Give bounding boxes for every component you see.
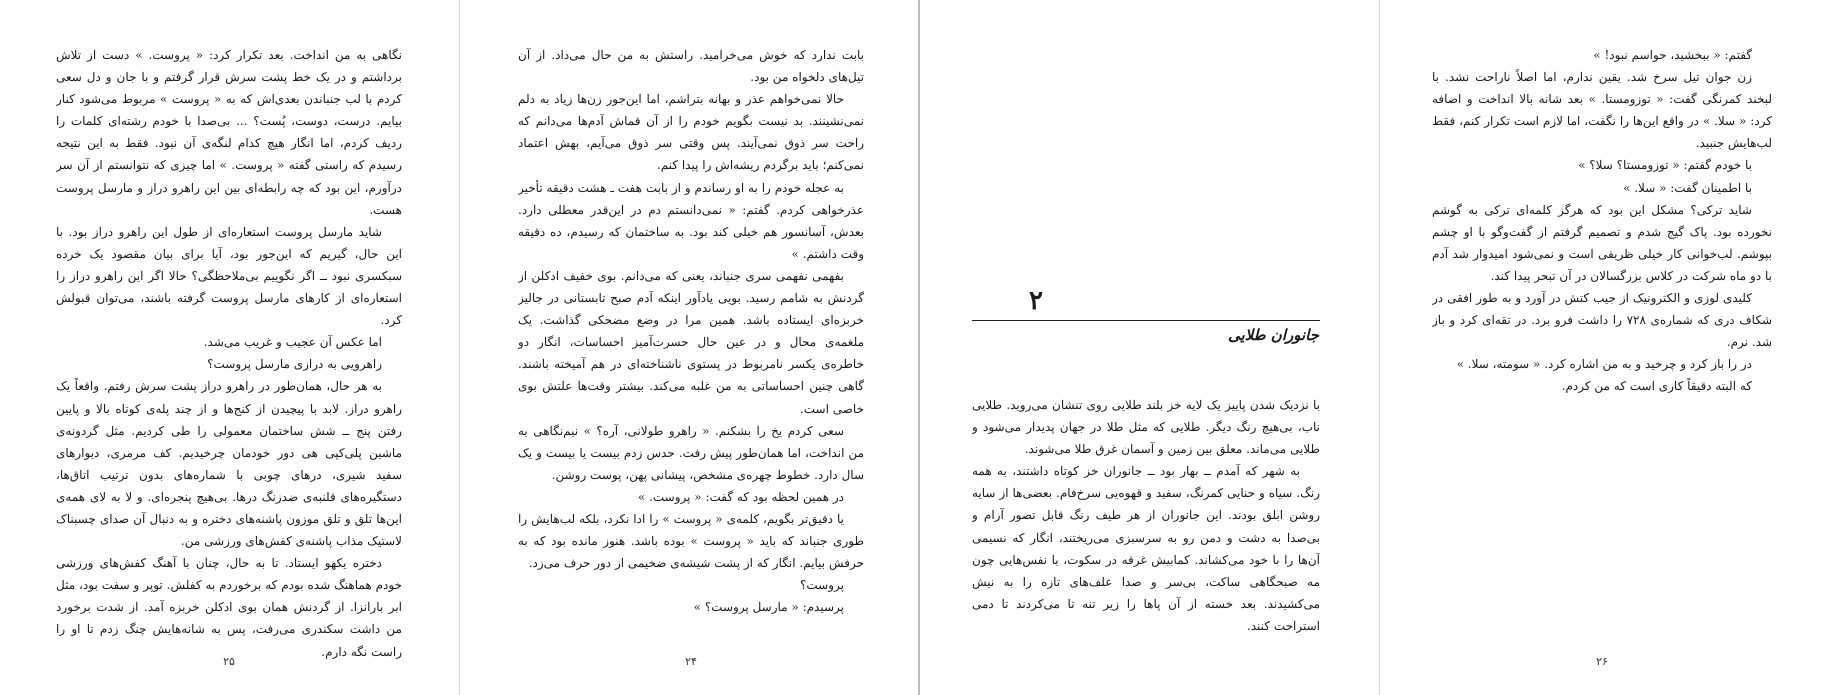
paragraph: پرسیدم: « مارسل پروست؟ » <box>693 600 844 615</box>
page-number: ۲۶ <box>1596 655 1608 668</box>
paragraph: اما عکس آن عجیب و غریب می‌شد. <box>203 335 382 350</box>
paragraph: به شهر که آمدم ــ بهار بود ــ جانوران خز کوتاه داشتند، به همه رنگ. سیاه و حنایی کمرنگ، سفید و قهوه‌یی سرخ‌فام. بعضی‌ها از سایه روشن ابلق بودند. این جانوران از هر طیف رنگ قابل تصور آرام و بی‌صدا به دشت و دمن رو به سرسبزی می‌ریختند، انگار که نسیمی آن‌ها را با خود می‌کشاند. کمابیش غرقه در سکوت، با نفس‌هایی چون مه صبحگاهی ساکت، بی‌سر و صدا علف‌های تازه را به نیش می‌کشیدند. بعد خسته از آن پاها را زیر تنه تا می‌کردند تا دمی استراحت کنند. <box>972 464 1320 633</box>
paragraph: به عجله خودم را به او رساندم و از بابت هفت ـ هشت دقیقه تأخیر عذرخواهی کردم. گفتم: « نمی‌دانستم دم در این‌قدر معطلی دارد. بعدش، آسانسور هم خیلی کند بود. به ساختمان که رسیدم، ده دقیقه وقت داشتم. » <box>518 180 864 261</box>
paragraph: راهرویی به درازی مارسل پروست؟ <box>207 357 382 372</box>
chapter-title: جانوران طلایی <box>1228 326 1319 344</box>
paragraph: با خودم گفتم: « توزومستا؟ سلا؟ » <box>1578 158 1752 173</box>
paragraph: به هر حال، همان‌طور در راهرو دراز پشت سرش رفتم. واقعاً یک راهرو دراز. لابد با پیچیدن از کنج‌ها و از چند پله‌ی کوتاه بالا و پایین رفتن پنج ــ شش ساختمان معمولی را طی کردیم. مثل گردونه‌ی ماشین پلی‌کپی هی دور خودمان چرخیدیم. کف مرمری، دیوارهای سفید شیری، درهای چوبی با شماره‌های بدون ترتیب اتاق‌ها، دستگیره‌های قلنبه‌ی ضدزنگ درها. بی‌هیچ پنجره‌ای. و لا به لای همه‌ی این‌ها تلق و تلق موزون پاشنه‌های دختره و به دنبال آن صدای چسبناک لاستیک مذاب پاشنه‌ی کفش‌های ورزشی من. <box>56 379 402 549</box>
chapter-divider <box>972 320 1320 321</box>
page-text <box>56 44 402 663</box>
chapter-opening-page <box>922 0 1380 695</box>
paragraph: یا دقیق‌تر بگویم، کلمه‌ی « پروست » را ادا نکرد، بلکه لب‌هایش را طوری جنباند که باید « پروست » بوده باشد. هنوز مانده بود که به حرفش بیایم. انگار که از پشت شیشه‌ی ضخیمی از دور حرف می‌زد. <box>518 511 864 571</box>
paragraph: بفهمی نفهمی سری جنباند، یعنی که می‌دانم. بوی خفیف ادکلن از گردنش به شامم رسید. بویی یادآور اینکه آدم صبح تابستانی در جالیز خربزه‌ای ایستاده باشد. همین مرا در وضع مضحکی گذاشت. یک ملغمه‌ی محال و در عین حال حسرت‌آمیز احساسات، انگار دو خاطره‌ی یکسر نامربوط در پستوی ناشناخته‌ای در هم آمیخته باشند. گاهی چنین احساساتی به من غلبه می‌کند. بیشتر وقت‌ها علتش بوی خاصی است. <box>518 268 864 416</box>
page-number: ۲۴ <box>685 655 697 668</box>
paragraph: نگاهی به من انداخت. بعد تکرار کرد: « پروست. » دست از تلاش برداشتم و در یک خط پشت سرش قرار گرفتم و با جان و دل سعی کردم با لب جنباندن بعدی‌اش که به « پروست » مربوط می‌شود کنار بیایم. درست، دوست، پُست؟ ... بی‌صدا با خودم رشته‌ای کلمات را ردیف کردم، اما انگار هیچ کدام لنگه‌ی آن نبود. فقط به این نتیجه رسیدم که راستی گفته « پروست. » اما چیزی که نتوانستم از آن سر درآورم، این بود که چه رابطه‌ای بین این راهرو دراز و مارسل پروست هست. <box>56 48 402 217</box>
page-25 <box>0 0 460 695</box>
paragraph: با نزدیک شدن پاییز یک لایه خز بلند طلایی روی تنشان می‌روید. طلایی ناب، بی‌هیچ رنگ دیگر. طلایی که مثل طلا در جهان پدیدار می‌شود و طلایی می‌ماند. معلق بین زمین و آسمان غرق طلا می‌شوند. <box>972 398 1320 457</box>
paragraph: پروست؟ <box>800 578 844 593</box>
paragraph: کلیدی لوزی و الکترونیک از جیب کتش در آورد و به طور افقی در شکاف دری که شماره‌ی ۷۲۸ را داشت فرو برد. در تقه‌ای کرد و باز شد. نرم. <box>1432 291 1772 350</box>
paragraph: زن جوان تیل سرخ شد. یقین ندارم، اما اصلاً ناراحت نشد. با لبخند کمرنگی گفت: « توزومستا. » بعد شانه بالا انداخت و اضافه کرد: « سلا. » در واقع این‌ها را نگفت، اما لازم است تکرار کنم، فقط لب‌هایش جنبید. <box>1432 70 1772 151</box>
paragraph: در همین لحظه بود که گفت: « پروست. » <box>637 489 844 504</box>
paragraph: شاید مارسل پروست استعاره‌ای از طول این راهرو دراز بود. با این حال، گیریم که این‌جور بود، آیا برای بیان مقصود یک خرده سبکسری نبود ــ اگر نگوییم بی‌ملاحظگی؟ حالا اگر این راهرو دراز را استعاره‌ای از کارهای مارسل پروست گرفته باشند، می‌توان قبولش کرد. <box>56 224 402 328</box>
paragraph: گفتم: « ببخشید، حواسم نبود! » <box>1593 48 1752 62</box>
page-24 <box>460 0 920 695</box>
page-text <box>1432 44 1772 398</box>
paragraph: بابت ندارد که خوش می‌خرامید. راستش به من حال می‌داد. از آن تیل‌های دلخواه من بود. <box>518 48 864 85</box>
paragraph: در را باز کرد و چرخید و به من اشاره کرد. « سومته، سلا. » <box>1456 357 1752 372</box>
page-number: ۲۵ <box>223 655 235 668</box>
paragraph: سعی کردم یخ را بشکنم. « راهرو طولانی، آره؟ » نیم‌نگاهی به من انداخت، اما همان‌طور پیش رفت. حدس زدم بیست یا بیست و یک سال دارد. خطوط چهره‌ی مشخص، پیشانی پهن، پوست روشن. <box>518 423 864 482</box>
page-26 <box>1380 0 1836 695</box>
page-text <box>972 394 1320 637</box>
paragraph: حالا نمی‌خواهم عذر و بهانه بتراشم، اما این‌جور زن‌ها زیاد به دلم نمی‌نشینند. بد نیست بگویم خودم را از آن قماش آدم‌ها می‌دانم که راحت سر ذوق نمی‌آیند. پس وقتی سر ذوق می‌آیم، بهش اعتماد نمی‌کنم؛ باید برگردم ریشه‌اش را پیدا کنم. <box>518 92 864 173</box>
paragraph: با اطمینان گفت: « سلا. » <box>1623 180 1752 195</box>
chapter-number: ۲ <box>1029 286 1043 316</box>
page-text <box>518 44 864 618</box>
paragraph: شاید ترکی؟ مشکل این بود که هرگز کلمه‌ای ترکی به گوشم نخورده بود. پاک گیج شدم و تصمیم گرفتم از گفت‌وگو با او چشم بپوشم. لب‌خوانی کار خیلی ظریفی است و نمی‌شود امیدوار شد آدم با دو ماه شرکت در کلاس بزرگسالان در آن تبحر پیدا کند. <box>1432 202 1772 283</box>
paragraph: دختره یکهو ایستاد. تا به حال، چنان با آهنگ کفش‌های ورزشی خودم هماهنگ شده بودم که برخوردم به کفلش. توپر و سفت بود، مثل ابر بارانزا. از گردنش همان بوی ادکلن خربزه آمد. از شدت برخورد من داشت سکندری می‌رفت، پس به شانه‌هایش چنگ زدم تا او را راست نگه دارم. <box>56 556 402 659</box>
paragraph: که البته دقیقاً کاری است که من کردم. <box>1561 379 1752 394</box>
